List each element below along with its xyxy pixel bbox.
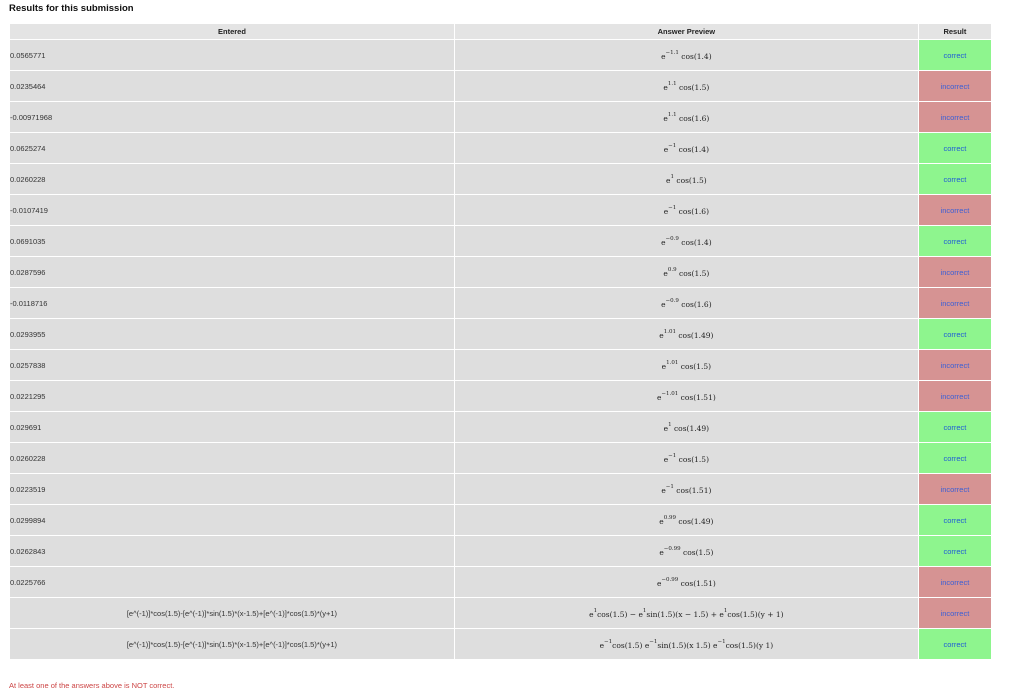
answer-preview-cell xyxy=(455,71,918,101)
result-badge: correct xyxy=(919,40,991,70)
exponent: −1 xyxy=(668,142,677,149)
result-badge: correct xyxy=(919,443,991,473)
page-title: Results for this submission xyxy=(9,3,134,14)
result-badge: incorrect xyxy=(919,257,991,287)
preview-text: e xyxy=(661,485,666,495)
preview-text: cos(1.49) xyxy=(675,330,714,340)
preview-text: cos(1.6) xyxy=(676,113,710,123)
preview-text: cos(1.49) xyxy=(671,423,710,433)
exponent: 0.99 xyxy=(663,514,676,521)
table-row xyxy=(10,505,991,535)
entered-cell: 0.0260228 xyxy=(10,164,454,194)
preview-text: cos(1.51) xyxy=(678,578,716,588)
preview-text: cos(1.5) xyxy=(673,175,707,185)
answer-preview-cell xyxy=(455,474,918,504)
exponent: −0.9 xyxy=(665,235,679,242)
table-row xyxy=(10,412,991,442)
answer-preview-cell xyxy=(455,536,918,566)
entered-cell: 0.0257838 xyxy=(10,350,454,380)
entered-cell: 0.0287596 xyxy=(10,257,454,287)
result-badge: correct xyxy=(919,226,991,256)
entered-cell: 0.0299894 xyxy=(10,505,454,535)
exponent: −0.99 xyxy=(663,545,681,552)
entered-cell: 0.0625274 xyxy=(10,133,454,163)
table-row xyxy=(10,226,991,256)
result-badge: correct xyxy=(919,629,991,659)
result-badge: incorrect xyxy=(919,567,991,597)
table-row xyxy=(10,443,991,473)
column-header-answer-preview: Answer Preview xyxy=(455,24,918,39)
exponent: −1 xyxy=(649,638,658,645)
preview-text: e xyxy=(663,206,669,216)
exponent: −1 xyxy=(668,204,677,211)
entered-cell: 0.0223519 xyxy=(10,474,454,504)
answer-preview-cell xyxy=(455,102,918,132)
answer-preview-cell xyxy=(455,567,918,597)
preview-text: cos(1.5) xyxy=(676,454,710,464)
column-header-entered: Entered xyxy=(10,24,454,39)
result-badge: incorrect xyxy=(919,598,991,628)
table-row xyxy=(10,288,991,318)
preview-text: e xyxy=(663,82,668,92)
answer-preview-cell xyxy=(455,195,918,225)
preview-text: cos(1.4) xyxy=(678,237,712,247)
exponent: −1.01 xyxy=(661,390,679,397)
exponent: 1 xyxy=(642,607,647,614)
table-row xyxy=(10,567,991,597)
answer-preview-cell xyxy=(455,133,918,163)
table-row xyxy=(10,350,991,380)
exponent: 1.1 xyxy=(667,80,677,87)
exponent: −1 xyxy=(717,638,726,645)
preview-text: e xyxy=(589,609,594,619)
result-badge: incorrect xyxy=(919,288,991,318)
preview-text: cos(1.5)(y 1) xyxy=(725,640,774,650)
exponent: −1.1 xyxy=(665,49,679,56)
entered-cell: -0.00971968 xyxy=(10,102,454,132)
entered-cell: 0.0565771 xyxy=(10,40,454,70)
answer-preview-cell xyxy=(455,40,918,70)
answer-preview-cell xyxy=(455,350,918,380)
summary-message: At least one of the answers above is NOT correct. xyxy=(9,681,175,690)
preview-text: cos(1.5) − e xyxy=(597,609,643,619)
preview-text: cos(1.5) xyxy=(678,361,712,371)
preview-text: e xyxy=(656,578,662,588)
result-badge: incorrect xyxy=(919,474,991,504)
table-row xyxy=(10,71,991,101)
preview-text: e xyxy=(661,361,667,371)
result-badge: correct xyxy=(919,319,991,349)
exponent: −1 xyxy=(668,452,677,459)
entered-cell: 0.0225766 xyxy=(10,567,454,597)
exponent: −0.9 xyxy=(665,297,679,304)
result-badge: correct xyxy=(919,133,991,163)
table-row xyxy=(10,164,991,194)
answer-preview-cell xyxy=(455,629,918,659)
preview-text: e xyxy=(661,51,666,61)
preview-text: e xyxy=(663,268,668,278)
preview-text: cos(1.51) xyxy=(673,485,712,495)
preview-text: e xyxy=(599,640,605,650)
preview-text: e xyxy=(663,454,669,464)
preview-text: e xyxy=(666,175,671,185)
table-row xyxy=(10,536,991,566)
results-table xyxy=(9,23,992,660)
answer-preview-cell xyxy=(455,505,918,535)
result-badge: incorrect xyxy=(919,102,991,132)
result-badge: incorrect xyxy=(919,350,991,380)
exponent: 1.01 xyxy=(663,328,676,335)
table-row xyxy=(10,195,991,225)
preview-text: e xyxy=(661,237,666,247)
entered-cell: [e^(-1)]*cos(1.5)-[e^(-1)]*sin(1.5)*(x-1.5)+[e^(-1)]*cos(1.5)*(y+1) xyxy=(10,629,454,659)
result-badge: incorrect xyxy=(919,195,991,225)
exponent: −1 xyxy=(604,638,613,645)
preview-text: sin(1.5)(x 1.5) e xyxy=(657,640,718,650)
preview-text: e xyxy=(661,299,666,309)
entered-cell: -0.0118716 xyxy=(10,288,454,318)
table-row xyxy=(10,133,991,163)
result-badge: incorrect xyxy=(919,381,991,411)
table-row xyxy=(10,474,991,504)
exponent: −0.99 xyxy=(661,576,679,583)
preview-text: cos(1.5) xyxy=(676,82,710,92)
column-header-result: Result xyxy=(919,24,991,39)
result-badge: incorrect xyxy=(919,71,991,101)
preview-text: e xyxy=(659,330,664,340)
entered-cell: -0.0107419 xyxy=(10,195,454,225)
result-badge: correct xyxy=(919,164,991,194)
entered-cell: 0.0235464 xyxy=(10,71,454,101)
entered-cell: 0.0293955 xyxy=(10,319,454,349)
exponent: 1 xyxy=(723,607,728,614)
entered-cell: 0.0260228 xyxy=(10,443,454,473)
entered-cell: 0.029691 xyxy=(10,412,454,442)
entered-cell: 0.0262843 xyxy=(10,536,454,566)
preview-text: sin(1.5)(x − 1.5) + e xyxy=(646,609,724,619)
preview-text: cos(1.4) xyxy=(678,51,712,61)
exponent: 1.1 xyxy=(667,111,677,118)
preview-text: e xyxy=(659,547,664,557)
table-row xyxy=(10,598,991,628)
table-row xyxy=(10,102,991,132)
preview-text: cos(1.5)(y + 1) xyxy=(727,609,784,619)
preview-text: cos(1.6) xyxy=(678,299,712,309)
answer-preview-cell xyxy=(455,288,918,318)
answer-preview-cell xyxy=(455,412,918,442)
result-badge: correct xyxy=(919,505,991,535)
preview-text: cos(1.5) xyxy=(680,547,714,557)
preview-text: e xyxy=(663,113,668,123)
answer-preview-cell xyxy=(455,319,918,349)
preview-text: e xyxy=(663,423,669,433)
table-row xyxy=(10,629,991,659)
preview-text: e xyxy=(656,392,662,402)
entered-cell: 0.0691035 xyxy=(10,226,454,256)
preview-text: cos(1.5) e xyxy=(612,640,650,650)
exponent: 0.9 xyxy=(667,266,677,273)
preview-text: cos(1.6) xyxy=(676,206,710,216)
preview-text: e xyxy=(663,144,669,154)
exponent: 1.01 xyxy=(666,359,679,366)
answer-preview-cell xyxy=(455,164,918,194)
entered-cell: [e^(-1)]*cos(1.5)-[e^(-1)]*sin(1.5)*(x-1.5)+[e^(-1)]*cos(1.5)*(y+1) xyxy=(10,598,454,628)
table-header-row xyxy=(10,24,991,39)
answer-preview-cell xyxy=(455,381,918,411)
answer-preview-cell xyxy=(455,226,918,256)
table-row xyxy=(10,40,991,70)
answer-preview-cell xyxy=(455,598,918,628)
exponent: 1 xyxy=(670,173,674,180)
preview-text: cos(1.51) xyxy=(678,392,716,402)
exponent: 1 xyxy=(668,421,672,428)
table-row xyxy=(10,257,991,287)
table-row xyxy=(10,381,991,411)
table-row xyxy=(10,319,991,349)
preview-text: cos(1.49) xyxy=(675,516,714,526)
result-badge: correct xyxy=(919,536,991,566)
preview-text: e xyxy=(659,516,664,526)
preview-text: cos(1.4) xyxy=(676,144,710,154)
preview-text: cos(1.5) xyxy=(676,268,710,278)
result-badge: correct xyxy=(919,412,991,442)
exponent: −1 xyxy=(665,483,674,490)
answer-preview-cell xyxy=(455,257,918,287)
entered-cell: 0.0221295 xyxy=(10,381,454,411)
answer-preview-cell xyxy=(455,443,918,473)
exponent: 1 xyxy=(593,607,598,614)
